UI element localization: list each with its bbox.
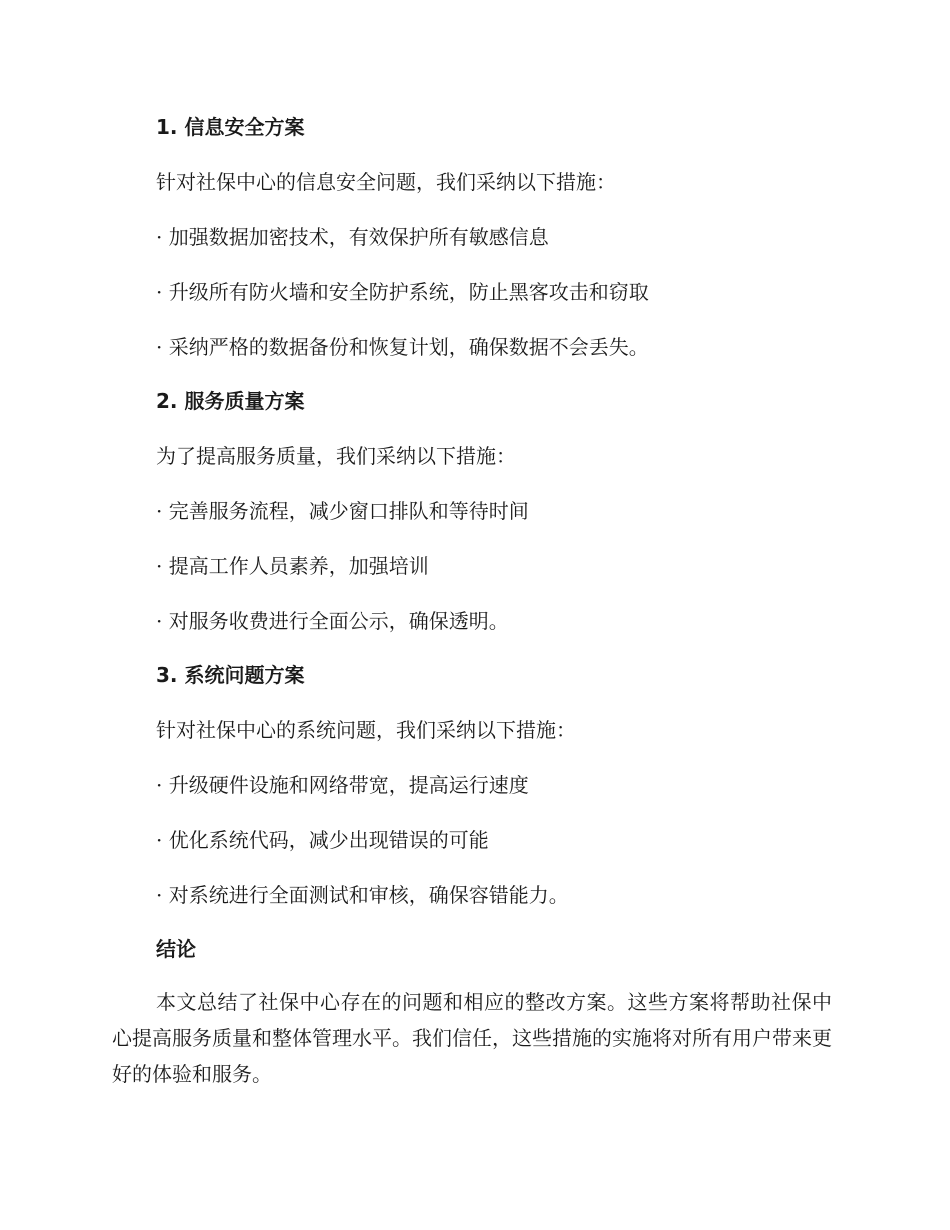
- conclusion-body: 本文总结了社保中心存在的问题和相应的整改方案。这些方案将帮助社保中心提高服务质量和整体管理水平。我们信任，这些措施的实施将对所有用户带来更好的体验和服务。: [112, 990, 832, 1086]
- section-1-bullet-3: · 采纳严格的数据备份和恢复计划，确保数据不会丢失。: [156, 335, 649, 359]
- section-1-heading: 1. 信息安全方案: [156, 115, 305, 139]
- section-1-bullet-1: · 加强数据加密技术，有效保护所有敏感信息: [156, 225, 549, 249]
- section-3-intro: 针对社保中心的系统问题，我们采纳以下措施：: [156, 718, 576, 742]
- section-2-bullet-3: · 对服务收费进行全面公示，确保透明。: [156, 609, 509, 633]
- conclusion-heading: 结论: [156, 937, 196, 961]
- section-1-bullet-2: · 升级所有防火墙和安全防护系统，防止黑客攻击和窃取: [156, 280, 649, 304]
- section-3-bullet-1: · 升级硬件设施和网络带宽，提高运行速度: [156, 773, 529, 797]
- section-3-heading: 3. 系统问题方案: [156, 663, 305, 687]
- section-1-intro: 针对社保中心的信息安全问题，我们采纳以下措施：: [156, 170, 616, 194]
- section-2-intro: 为了提高服务质量，我们采纳以下措施：: [156, 444, 516, 468]
- section-2-bullet-2: · 提高工作人员素养，加强培训: [156, 554, 429, 578]
- section-3-bullet-2: · 优化系统代码，减少出现错误的可能: [156, 828, 489, 852]
- section-2-bullet-1: · 完善服务流程，减少窗口排队和等待时间: [156, 499, 529, 523]
- section-3-bullet-3: · 对系统进行全面测试和审核，确保容错能力。: [156, 883, 569, 907]
- section-2-heading: 2. 服务质量方案: [156, 389, 305, 413]
